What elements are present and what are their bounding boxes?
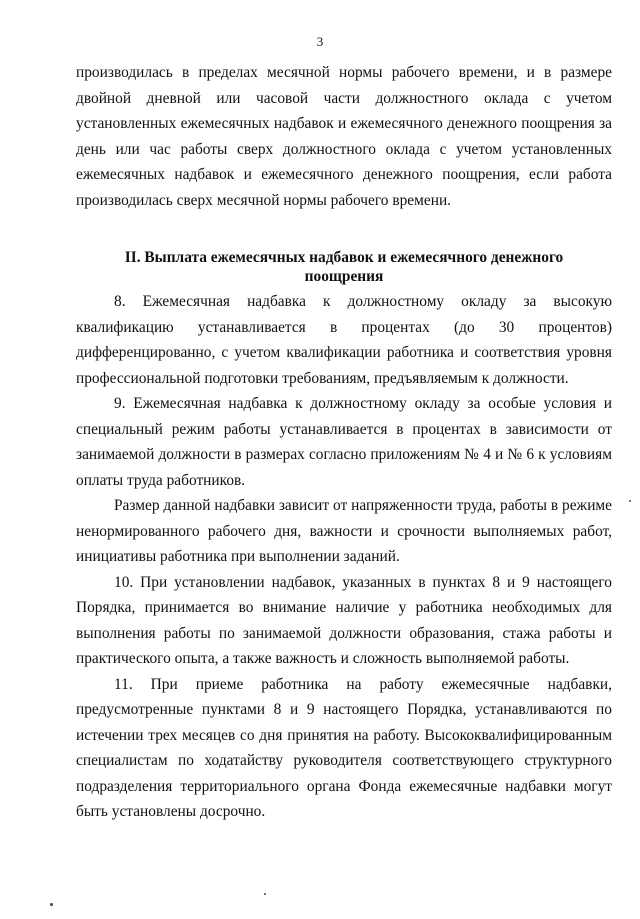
paragraph-9-continuation: Размер данной надбавки зависит от напряженности труда, работы в режиме ненормированного рабочего дня, важности и срочности выполняемых работ, инициативы работника при выполнении заданий.: [76, 497, 612, 565]
section-body: [76, 289, 612, 825]
paragraph-8: 8. Ежемесячная надбавка к должностному окладу за высокую квалификацию устанавливается в процентах (до 30 процентов) дифференцированно, с учетом квалификации работника и соответствия уровня профессиональной подготовки требованиям, предъявляемым к должности.: [76, 293, 612, 387]
paragraph-11: 11. При приеме работника на работу ежемесячные надбавки, предусмотренные пунктами 8 и 9 настоящего Порядка, устанавливаются по истечении трех месяцев со дня принятия на работу. Высококвалифицированным специалистам по ходатайству руководителя соответствующего структурного подразделения территориального органа Фонда ежемесячные надбавки могут быть установлены досрочно.: [76, 675, 612, 820]
scan-speck: [50, 903, 53, 906]
scan-speck: [264, 893, 266, 895]
section-heading-line-2: поощрения: [304, 268, 384, 285]
intro-block: [76, 60, 612, 213]
paragraph-10: 10. При установлении надбавок, указанных в пунктах 8 и 9 настоящего Порядка, принимается во внимание наличие у работника необходимых для выполнения работы по занимаемой должности образования, стажа работы и практического опыта, а также важность и сложность выполняемой работы.: [76, 573, 612, 667]
intro-paragraph: производилась в пределах месячной нормы рабочего времени, и в размере двойной дневной или часовой части должностного оклада с учетом установленных ежемесячных надбавок и ежемесячного денежного поощрения за день или час работы сверх должностного оклада с учетом установленных ежемесячных надбавок и ежемесячного денежного поощрения, если работа производилась сверх месячной нормы рабочего времени.: [76, 64, 612, 209]
section-heading: [76, 248, 612, 286]
section-heading-line-1: II. Выплата ежемесячных надбавок и ежемесячного денежного: [124, 249, 564, 266]
page-number: 3: [316, 34, 324, 49]
scan-speck: [629, 500, 631, 502]
paragraph-9: 9. Ежемесячная надбавка к должностному окладу за особые условия и специальный режим работы устанавливается в процентах в зависимости от занимаемой должности в размерах согласно приложениям № 4 и № 6 к условиям оплаты труда работников.: [76, 395, 612, 489]
